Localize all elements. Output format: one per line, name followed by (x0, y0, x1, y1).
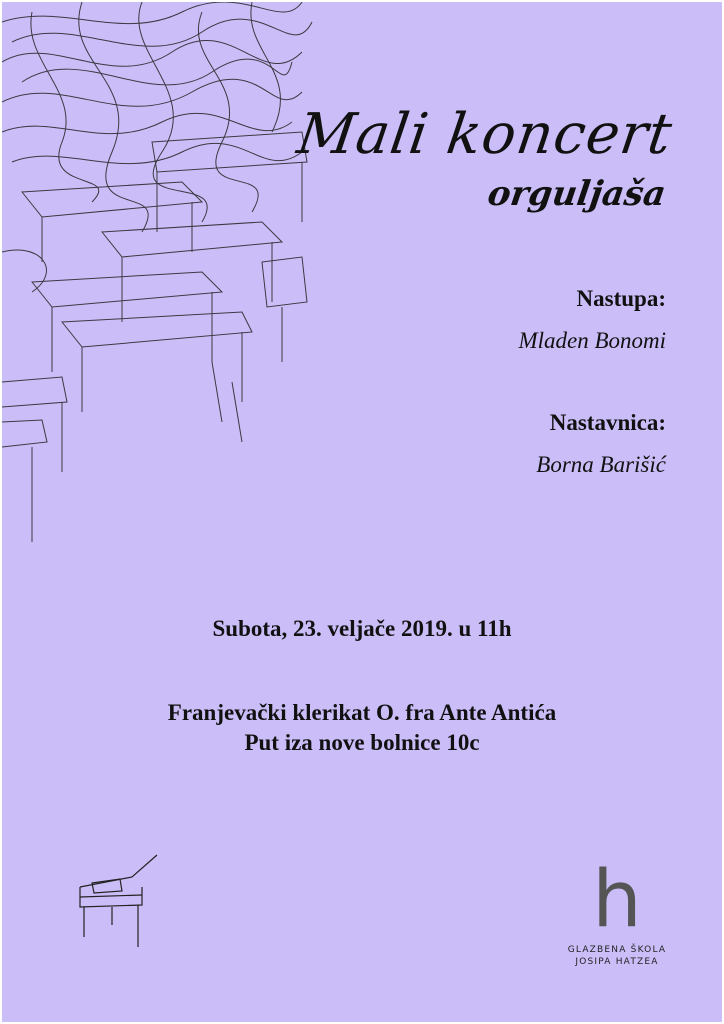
logo-mark: h (592, 855, 642, 945)
pianos-sketch-illustration (2, 2, 322, 562)
logo-line-2: JOSIPA HATZEA (575, 957, 659, 967)
teacher-name: Borna Barišić (536, 452, 666, 477)
performer-label: Nastupa: (576, 286, 666, 311)
poster (2, 2, 722, 1022)
school-logo (562, 855, 672, 974)
performer-name: Mladen Bonomi (518, 328, 666, 353)
teacher-label: Nastavnica: (549, 410, 666, 435)
title-line-2: orguljaša (485, 174, 669, 214)
event-venue: Franjevački klerikat O. fra Ante Antića (167, 700, 557, 725)
grand-piano-icon (72, 847, 172, 957)
logo-line-1: GLAZBENA ŠKOLA (567, 945, 667, 955)
event-date: Subota, 23. veljače 2019. u 11h (212, 616, 512, 641)
title-line-1: Mali koncert (293, 102, 677, 167)
event-address: Put iza nove bolnice 10c (244, 730, 480, 755)
